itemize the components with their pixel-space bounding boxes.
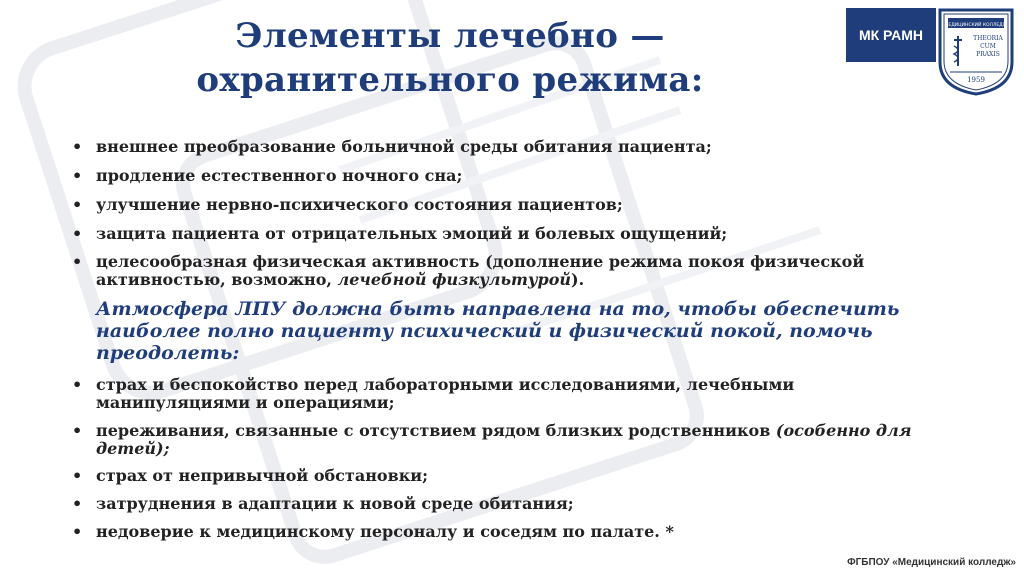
seal-motto-3: PRAXIS	[976, 51, 1000, 58]
list-item: • улучшение нервно-психического состояния пациентов;	[72, 195, 623, 214]
list-item: • страх от непривычной обстановки;	[72, 466, 429, 485]
seal-year: 1959	[967, 76, 985, 84]
brand-label: МК РАМН	[846, 8, 936, 62]
list-elements	[72, 138, 952, 289]
list-item: • продление естественного ночного сна;	[72, 166, 463, 185]
seal-motto-1: THEORIA	[973, 35, 1003, 42]
footer-label: ФГБПОУ «Медицинский колледж»	[847, 557, 1016, 568]
list-item: • внешнее преобразование больничной среды обитания пациента;	[72, 137, 712, 156]
list-item: • целесообразная физическая активность (дополнение режима покоя физической активностью, возможно, лечебной физкультурой).	[72, 252, 865, 289]
list-overcome	[72, 376, 952, 541]
list-item: • переживания, связанные с отсутствием рядом близких родственников (особенно для детей);	[72, 421, 912, 458]
college-seal-logo	[934, 6, 1018, 96]
list-item: • недоверие к медицинскому персоналу и соседям по палате. *	[72, 522, 674, 541]
slide-title	[130, 14, 770, 102]
list-item: • затруднения в адаптации к новой среде обитания;	[72, 494, 574, 513]
title-line-2: охранительного режима:	[196, 60, 704, 100]
title-line-1: Элементы лечебно —	[235, 16, 665, 56]
list-item: • страх и беспокойство перед лабораторными исследованиями, лечебными манипуляциями и операциями;	[72, 375, 795, 412]
atmosphere-statement: Атмосфера ЛПУ должна быть направлена на то, чтобы обеспечить наиболее полно пациенту психический и физический покой, помочь преодолеть:	[96, 298, 900, 364]
seal-motto-2: CUM	[980, 43, 996, 50]
list-item: • защита пациента от отрицательных эмоций и болевых ощущений;	[72, 224, 728, 243]
seal-top-text: МЕДИЦИНСКИЙ КОЛЛЕДЖ	[944, 23, 1008, 28]
